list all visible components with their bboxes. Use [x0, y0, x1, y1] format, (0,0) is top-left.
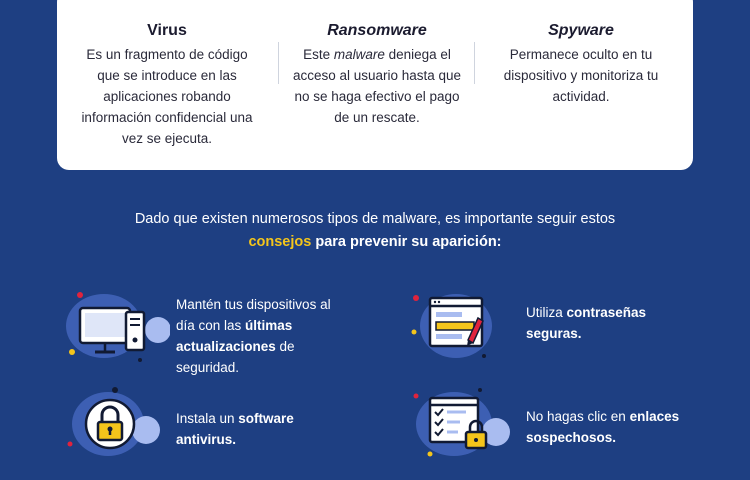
padlock-icon [60, 384, 170, 464]
column-divider [278, 42, 279, 84]
ransomware-description [292, 44, 462, 128]
ransomware-text-end: deniega el acceso al usuario hasta que no se haga efectivo el pago de un rescate. [292, 47, 462, 125]
tip-install-antivirus [176, 408, 346, 450]
tip-bold-text: software antivirus. [176, 411, 294, 447]
virus-column [77, 22, 257, 149]
computer-icon [60, 286, 170, 366]
tip-bold-text: enlaces sospechosos. [526, 409, 680, 445]
spyware-title: Spyware [548, 22, 614, 39]
tip-text: de seguridad. [176, 339, 295, 375]
tip-text: Instala un [176, 411, 239, 426]
tip-text: Utiliza [526, 305, 567, 320]
intro-highlight: consejos [248, 234, 312, 250]
column-divider [474, 42, 475, 84]
ransomware-title: Ransomware [327, 22, 427, 39]
intro-line-1: Dado que existen numerosos tipos de malware, es importante seguir estos [134, 211, 616, 227]
malware-types-card [57, 0, 693, 170]
password-form-icon [408, 288, 518, 368]
tip-suspicious-links [526, 406, 706, 448]
ransomware-text-emphasis: malware [333, 47, 385, 62]
intro-text [40, 208, 710, 254]
intro-line-2: para prevenir su aparición: [311, 234, 502, 250]
tip-text: Mantén tus dispositivos al día con las [176, 297, 331, 333]
virus-title: Virus [147, 22, 187, 39]
locked-checklist-icon [408, 384, 518, 464]
ransomware-column [292, 22, 462, 128]
ransomware-text-start: Este [303, 47, 334, 62]
tip-text: No hagas clic en [526, 409, 630, 424]
virus-description: Es un fragmento de código que se introduce en las aplicaciones robando información confidencial una vez se ejecuta. [81, 47, 253, 146]
tip-bold-text: contraseñas seguras. [526, 305, 647, 341]
tip-update-devices [176, 294, 346, 378]
spyware-column [495, 22, 667, 107]
tip-bold-text: últimas actualizaciones [176, 318, 293, 354]
tip-secure-passwords [526, 302, 696, 344]
spyware-description: Permanece oculto en tu dispositivo y monitoriza tu actividad. [503, 47, 659, 104]
